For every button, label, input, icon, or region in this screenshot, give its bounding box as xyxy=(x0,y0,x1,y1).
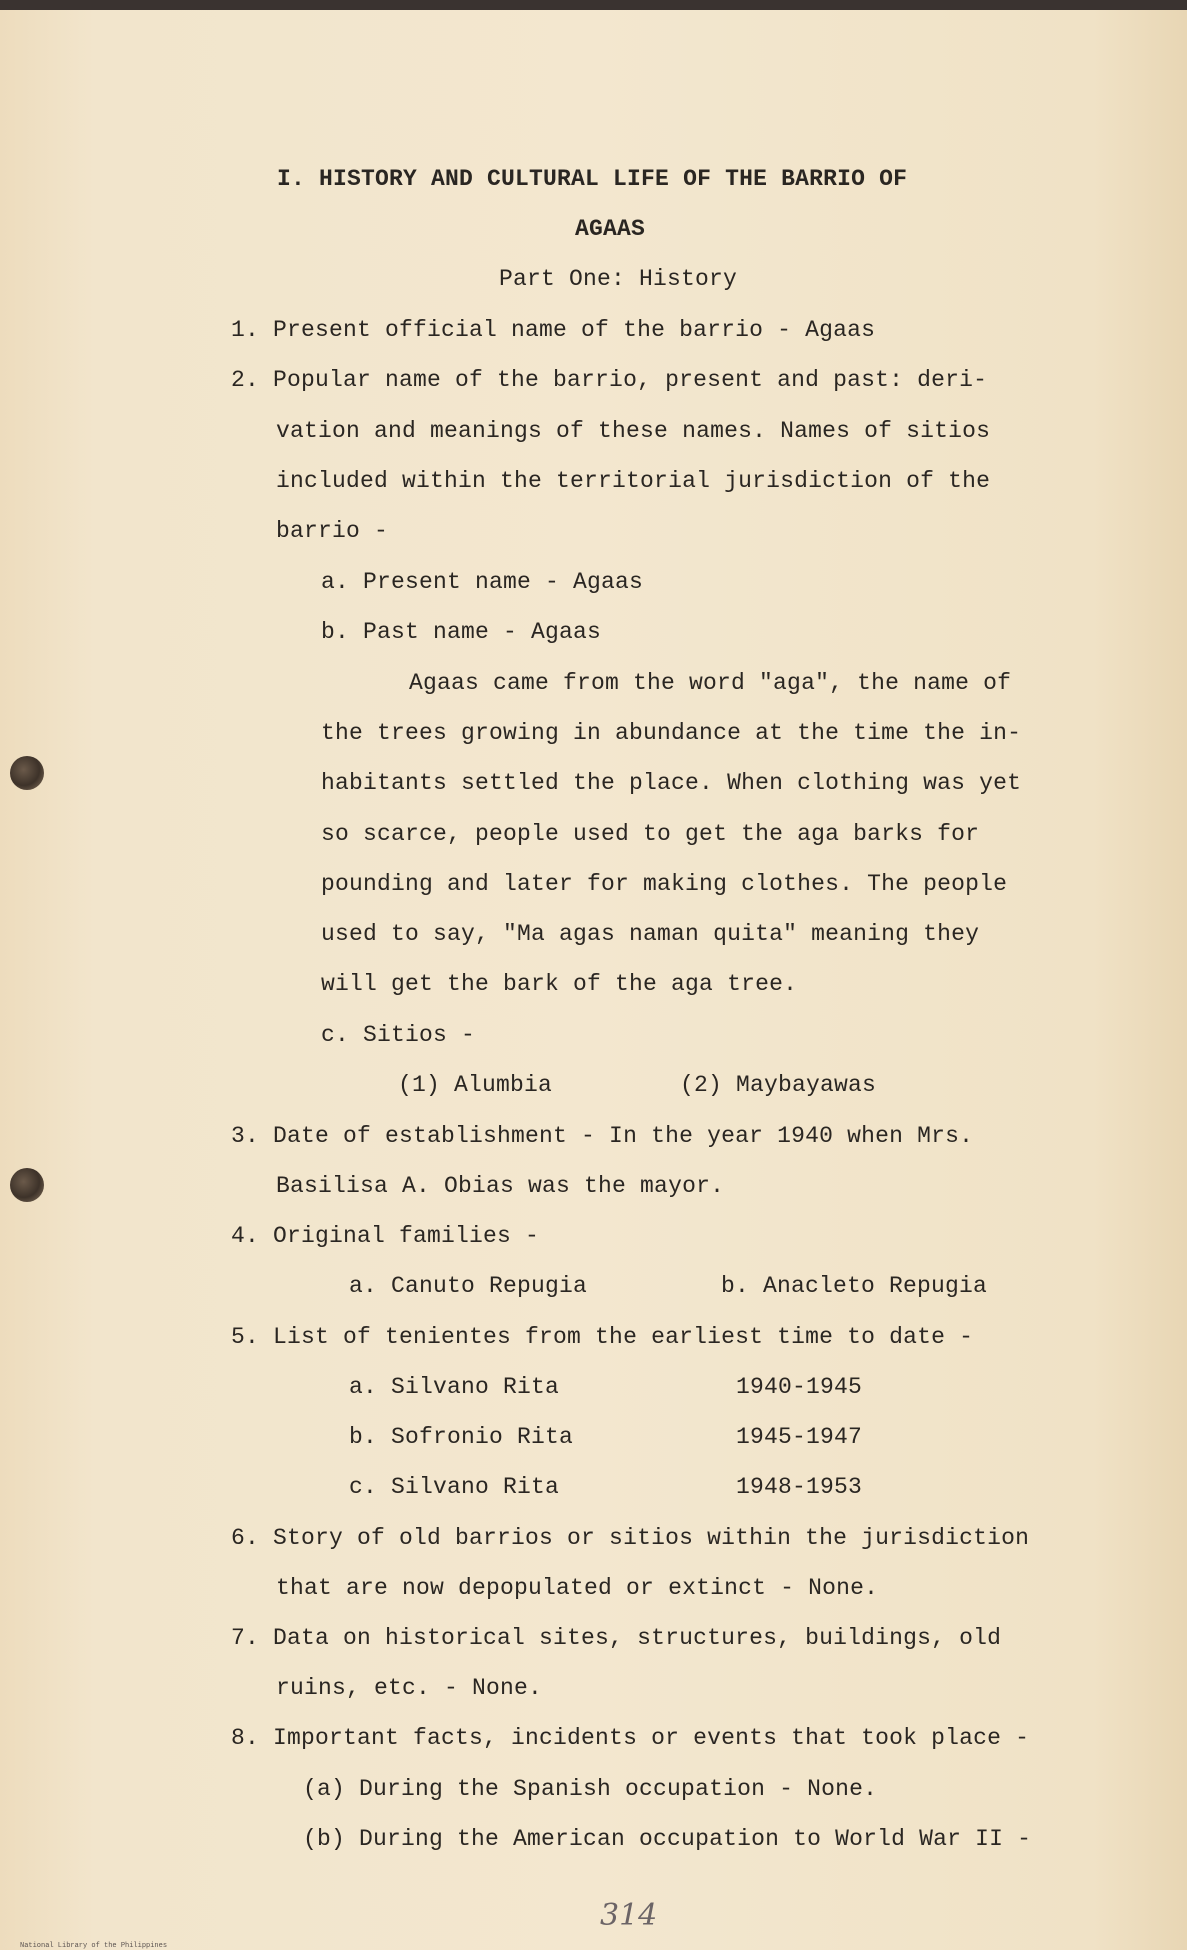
item-2-line-1: 2. Popular name of the barrio, present and past: deri- xyxy=(231,367,988,393)
sitio-2: (2) Maybayawas xyxy=(680,1072,877,1098)
paragraph-line-2: the trees growing in abundance at the time the in- xyxy=(321,720,1022,746)
teniente-name: a. Silvano Rita xyxy=(349,1374,560,1400)
family-a: a. Canuto Repugia xyxy=(349,1273,588,1299)
item-2-line-4: barrio - xyxy=(276,518,389,544)
paragraph-line-1: Agaas came from the word "aga", the name of xyxy=(409,670,1012,696)
item-3-line-2: Basilisa A. Obias was the mayor. xyxy=(276,1173,725,1199)
item-5: 5. List of tenientes from the earliest time to date - xyxy=(231,1324,974,1350)
item-2-line-3: included within the territorial jurisdiction of the xyxy=(276,468,991,494)
paragraph-line-7: will get the bark of the aga tree. xyxy=(321,971,798,997)
paragraph-line-4: so scarce, people used to get the aga barks for xyxy=(321,821,980,847)
paragraph-line-3: habitants settled the place. When clothing was yet xyxy=(321,770,1022,796)
item-8: 8. Important facts, incidents or events that took place - xyxy=(231,1725,1030,1751)
item-2-line-2: vation and meanings of these names. Names of sitios xyxy=(276,418,991,444)
punch-hole-top xyxy=(10,756,44,790)
item-4: 4. Original families - xyxy=(231,1223,540,1249)
item-7-line-2: ruins, etc. - None. xyxy=(276,1675,543,1701)
barrio-title: AGAAS xyxy=(575,216,646,242)
page-number: 314 xyxy=(600,1898,658,1933)
item-6-line-1: 6. Story of old barrios or sitios within the jurisdiction xyxy=(231,1525,1030,1551)
family-b: b. Anacleto Repugia xyxy=(721,1273,988,1299)
teniente-years: 1948-1953 xyxy=(736,1474,863,1500)
teniente-years: 1940-1945 xyxy=(736,1374,863,1400)
item-1: 1. Present official name of the barrio - Agaas xyxy=(231,317,876,343)
paragraph-line-6: used to say, "Ma agas naman quita" meaning they xyxy=(321,921,980,947)
teniente-name: c. Silvano Rita xyxy=(349,1474,560,1500)
item-8b: (b) During the American occupation to World War II - xyxy=(303,1826,1032,1852)
item-7-line-1: 7. Data on historical sites, structures, buildings, old xyxy=(231,1625,1002,1651)
paragraph-line-5: pounding and later for making clothes. The people xyxy=(321,871,1008,897)
punch-hole-bottom xyxy=(10,1168,44,1202)
part-heading: Part One: History xyxy=(499,266,738,292)
archive-footer: National Library of the Philippines xyxy=(20,1942,168,1950)
teniente-name: b. Sofronio Rita xyxy=(349,1424,574,1450)
item-2c: c. Sitios - xyxy=(321,1022,476,1048)
scan-top-edge xyxy=(0,0,1187,10)
teniente-years: 1945-1947 xyxy=(736,1424,863,1450)
item-3-line-1: 3. Date of establishment - In the year 1940 when Mrs. xyxy=(231,1123,974,1149)
item-2a: a. Present name - Agaas xyxy=(321,569,644,595)
item-8a: (a) During the Spanish occupation - None. xyxy=(303,1776,878,1802)
document-title: I. HISTORY AND CULTURAL LIFE OF THE BARRIO OF xyxy=(277,166,908,192)
item-6-line-2: that are now depopulated or extinct - None. xyxy=(276,1575,879,1601)
sitio-1: (1) Alumbia xyxy=(398,1072,553,1098)
item-2b: b. Past name - Agaas xyxy=(321,619,602,645)
